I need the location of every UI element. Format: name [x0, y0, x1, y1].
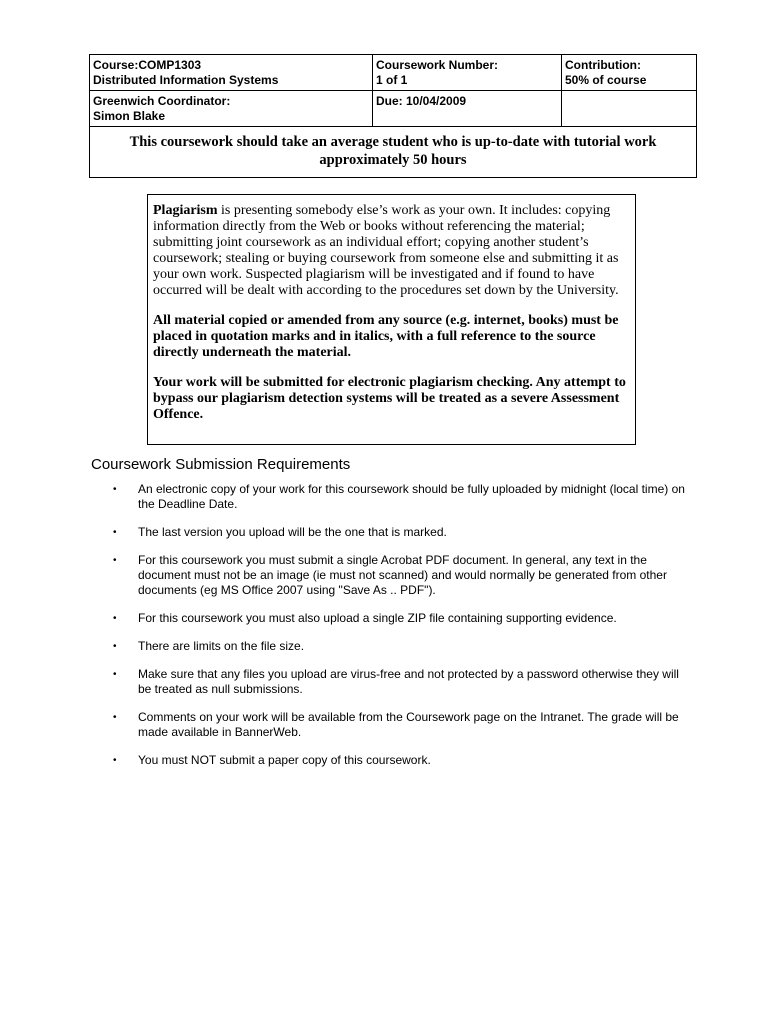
list-item-text: Make sure that any files you upload are virus-free and not protected by a password otherwise they will be treated as null submissions. — [138, 667, 679, 696]
due-date: Due: 10/04/2009 — [376, 94, 467, 108]
contribution-value: 50% of course — [565, 73, 647, 87]
plagiarism-notice-box — [147, 194, 636, 445]
bullet-icon: • — [113, 641, 117, 652]
header-row-3 — [90, 127, 697, 178]
bullet-icon: • — [113, 613, 117, 624]
time-estimate-note: This coursework should take an average student who is up-to-date with tutorial work approximately 50 hours — [90, 127, 697, 178]
list-item-text: An electronic copy of your work for this coursework should be fully uploaded by midnight (local time) on the Deadline Date. — [138, 482, 685, 511]
list-item-text: Comments on your work will be available from the Coursework page on the Intranet. The grade will be made available in BannerWeb. — [138, 710, 679, 739]
course-code: Course:COMP1303 — [93, 58, 202, 72]
list-item-text: For this coursework you must also upload a single ZIP file containing supporting evidence. — [138, 611, 617, 625]
course-cell — [90, 55, 373, 91]
list-item-text: There are limits on the file size. — [138, 639, 305, 653]
list-item — [91, 525, 691, 540]
list-item — [91, 553, 691, 598]
due-date-cell — [373, 91, 562, 127]
submission-requirements-heading: Coursework Submission Requirements — [91, 456, 351, 473]
coordinator-label: Greenwich Coordinator: — [93, 94, 231, 108]
quotation-rule: All material copied or amended from any source (e.g. internet, books) must be placed in quotation marks and in italics, with a full reference to the source directly underneath the material. — [153, 313, 619, 360]
coursework-number-label: Coursework Number: — [376, 58, 499, 72]
coursework-number-cell — [373, 55, 562, 91]
header-row-1 — [90, 55, 697, 91]
bullet-icon: • — [113, 669, 117, 680]
list-item-text: For this coursework you must submit a single Acrobat PDF document. In general, any text in the document must not be an image (ie must not scanned) and would normally be generated from other documents (eg MS Office 2007 using "Save As .. PDF"). — [138, 553, 667, 597]
bullet-icon: • — [113, 484, 117, 495]
coordinator-cell — [90, 91, 373, 127]
coordinator-name: Simon Blake — [93, 109, 166, 123]
coursework-header-table — [89, 54, 697, 178]
list-item — [91, 639, 691, 654]
list-item — [91, 753, 691, 768]
list-item — [91, 482, 691, 512]
plagiarism-checking-notice: Your work will be submitted for electronic plagiarism checking. Any attempt to bypass our plagiarism detection systems will be treated as a severe Assessment Offence. — [153, 375, 626, 422]
list-item — [91, 667, 691, 697]
list-item-text: You must NOT submit a paper copy of this coursework. — [138, 753, 431, 767]
bullet-icon: • — [113, 755, 117, 766]
header-row-2 — [90, 91, 697, 127]
bullet-icon: • — [113, 555, 117, 566]
submission-requirements-list — [91, 482, 691, 781]
course-title: Distributed Information Systems — [93, 73, 279, 87]
list-item — [91, 611, 691, 626]
contribution-label: Contribution: — [565, 58, 641, 72]
empty-cell — [562, 91, 697, 127]
plagiarism-definition — [153, 203, 629, 299]
bullet-icon: • — [113, 712, 117, 723]
plagiarism-definition-text: is presenting somebody else’s work as your own. It includes: copying information directly from the Web or books without referencing the material; submitting joint coursework as an individual effort; copying another student’s coursework; stealing or buying coursework from someone else and submitting it as your own work. Suspected plagiarism will be investigated and if found to have occurred will be dealt with according to the procedures set down by the University. — [153, 203, 619, 298]
coursework-number-value: 1 of 1 — [376, 73, 408, 87]
list-item — [91, 710, 691, 740]
list-item-text: The last version you upload will be the one that is marked. — [138, 525, 447, 539]
bullet-icon: • — [113, 527, 117, 538]
plagiarism-term: Plagiarism — [153, 203, 218, 218]
contribution-cell — [562, 55, 697, 91]
